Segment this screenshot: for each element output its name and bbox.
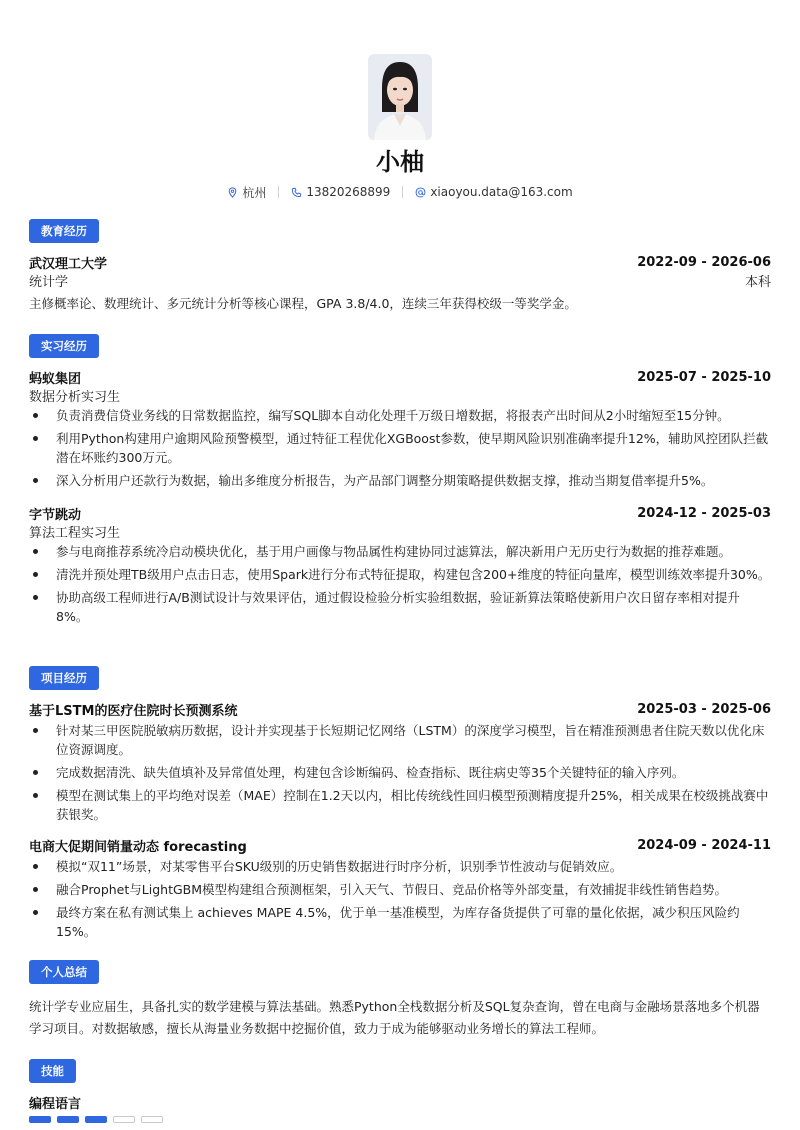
project-dates: 2025-03 - 2025-06: [637, 701, 771, 717]
skill-level-filled: [85, 1116, 107, 1123]
list-item: 针对某三甲医院脱敏病历数据，设计并实现基于长短期记忆网络（LSTM）的深度学习模型，旨在精准预测患者住院天数以优化床位资源调度。: [29, 721, 771, 759]
list-item: 参与电商推荐系统冷启动模块优化，基于用户画像与物品属性构建协同过滤算法，解决新用户无历史行为数据的推荐难题。: [29, 542, 771, 561]
company-name: 字节跳动: [29, 507, 82, 523]
section-tag-education: 教育经历: [29, 219, 99, 243]
education-major-row: [29, 271, 771, 289]
internship-company-row: [29, 504, 771, 522]
summary-text: 统计学专业应届生，具备扎实的数学建模与算法基础。熟悉Python全栈数据分析及SQL复杂查询，曾在电商与金融场景落地多个机器学习项目。对数据敏感，擅长从海量业务数据中挖掘价值，致力于成为能够驱动业务增长的算法工程师。: [29, 999, 760, 1036]
at-sign-icon: [415, 187, 426, 198]
role-title: 算法工程实习生: [29, 525, 121, 541]
contact-phone: [291, 185, 390, 199]
profile-photo: [368, 54, 432, 140]
project-title-row: [29, 700, 771, 718]
list-item: 模拟“双11”场景，对某零售平台SKU级别的历史销售数据进行时序分析，识别季节性波动与促销效应。: [29, 857, 771, 876]
section-tag-projects: 项目经历: [29, 666, 99, 690]
school-name: 武汉理工大学: [29, 256, 108, 272]
major: 统计学: [29, 274, 69, 290]
internship-company-row: [29, 368, 771, 386]
phone-text: 13820268899: [306, 185, 391, 199]
degree: 本科: [744, 274, 771, 290]
skill-level-filled: [57, 1116, 79, 1123]
internship-bullets: [29, 542, 771, 630]
project-title: 电商大促期间销量动态 forecasting: [29, 839, 247, 855]
skill-level-empty: [113, 1116, 135, 1123]
portrait-image: [368, 54, 432, 140]
list-item: 最终方案在私有测试集上 achieves MAPE 4.5%，优于单一基准模型，为库存备货提供了可靠的量化依据，减少积压风险约15%。: [29, 903, 771, 941]
section-tag-summary: 个人总结: [29, 960, 99, 984]
project-bullets: [29, 857, 771, 945]
list-item: 清洗并预处理TB级用户点击日志，使用Spark进行分布式特征提取，构建包含200+维度的特征向量库，模型训练效率提升30%。: [29, 565, 771, 584]
section-tag-skills: 技能: [29, 1059, 76, 1083]
internship-role-row: [29, 386, 771, 404]
internship-dates: 2024-12 - 2025-03: [637, 505, 771, 521]
city-text: 杭州: [242, 185, 267, 200]
project-dates: 2024-09 - 2024-11: [637, 837, 771, 853]
location-pin-icon: [227, 187, 238, 198]
internship-dates: 2025-07 - 2025-10: [637, 369, 771, 385]
internship-role-row: [29, 522, 771, 540]
list-item: 深入分析用户还款行为数据，输出多维度分析报告，为产品部门调整分期策略提供数据支撑，推动当期复借率提升5%。: [29, 471, 771, 490]
phone-icon: [291, 187, 302, 198]
education-school-row: [29, 253, 771, 271]
project-title: 基于LSTM的医疗住院时长预测系统: [29, 703, 238, 719]
list-item: 模型在测试集上的平均绝对误差（MAE）控制在1.2天以内，相比传统线性回归模型预测精度提升25%，相关成果在校级挑战赛中获银奖。: [29, 786, 771, 824]
list-item: 负责消费信贷业务线的日常数据监控，编写SQL脚本自动化处理千万级日增数据，将报表产出时间从2小时缩短至15分钟。: [29, 406, 771, 425]
skill-level-filled: [29, 1116, 51, 1123]
list-item: 利用Python构建用户逾期风险预警模型，通过特征工程优化XGBoost参数，使早期风险识别准确率提升12%，辅助风控团队拦截潜在坏账约300万元。: [29, 429, 771, 467]
contact-divider: [402, 186, 403, 198]
skill-level-bar: [29, 1116, 169, 1123]
contact-email[interactable]: [415, 185, 572, 199]
project-bullets: [29, 721, 771, 828]
email-text[interactable]: xiaoyou.data@163.com: [430, 185, 573, 199]
section-tag-internships: 实习经历: [29, 334, 99, 358]
project-title-row: [29, 836, 771, 854]
contact-divider: [278, 186, 279, 198]
list-item: 协助高级工程师进行A/B测试设计与效果评估，通过假设检验分析实验组数据，验证新算法策略使新用户次日留存率相对提升8%。: [29, 588, 771, 626]
list-item: 融合Prophet与LightGBM模型构建组合预测框架，引入天气、节假日、竞品价格等外部变量，有效捕捉非线性销售趋势。: [29, 880, 771, 899]
contact-bar: [0, 183, 800, 201]
contact-city: [227, 184, 266, 201]
list-item: 完成数据清洗、缺失值填补及异常值处理，构建包含诊断编码、检查指标、既往病史等35个关键特征的输入序列。: [29, 763, 771, 782]
education-description: 主修概率论、数理统计、多元统计分析等核心课程，GPA 3.8/4.0，连续三年获得校级一等奖学金。: [29, 296, 577, 311]
company-name: 蚂蚁集团: [29, 371, 82, 387]
education-dates: 2022-09 - 2026-06: [637, 254, 771, 270]
role-title: 数据分析实习生: [29, 389, 121, 405]
candidate-name: 小柚: [376, 148, 424, 176]
internship-bullets: [29, 406, 771, 494]
skill-level-empty: [141, 1116, 163, 1123]
skill-name: 编程语言: [29, 1096, 82, 1112]
skill-row: [29, 1093, 771, 1111]
